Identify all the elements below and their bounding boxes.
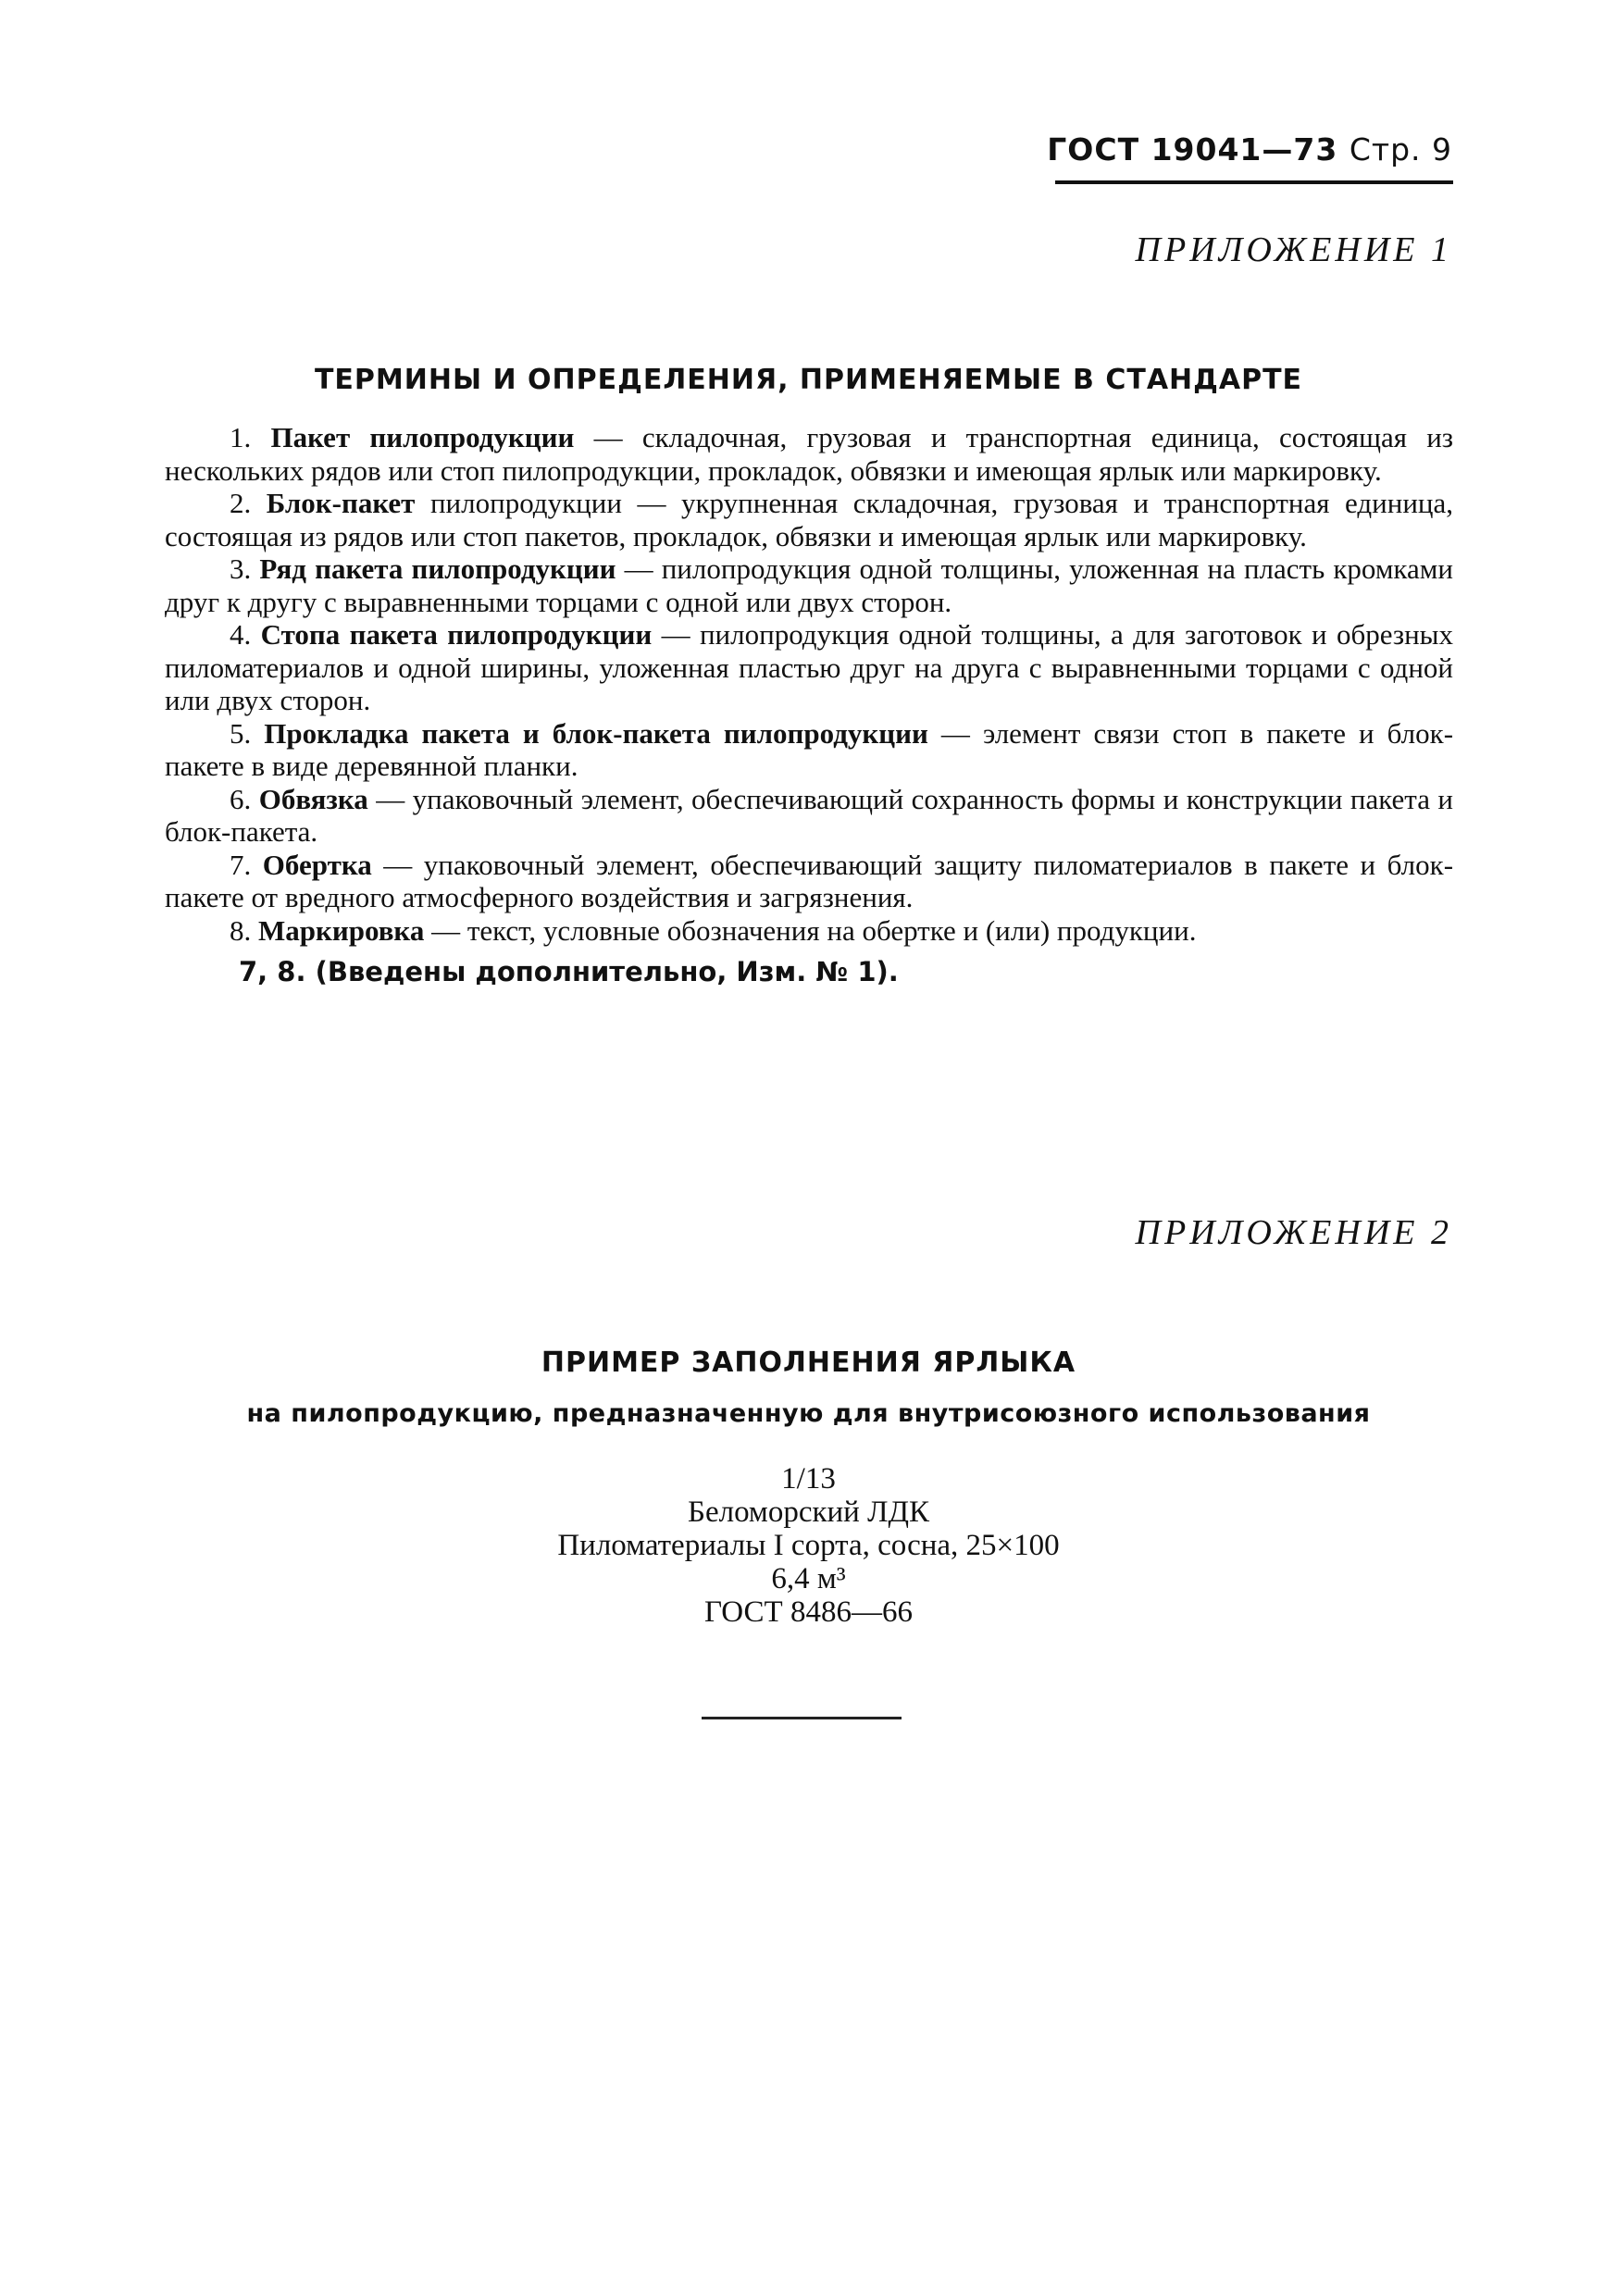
definition-item: 1. Пакет пилопродукции — складочная, грузовая и транспортная единица, состоящая из нескольких рядов или стоп пилопродукции, прокладок, обвязки и имеющая ярлык или маркировку. <box>165 421 1454 487</box>
definition-text: — пилопродукция одной толщины, уложенная на пласть кромками друг к другу с выравненными торцами с одной или двух сторон. <box>165 552 1453 618</box>
definition-term: Маркировка <box>258 913 425 947</box>
definition-term: Блок-пакет <box>266 487 416 519</box>
appendix-1-title: ТЕРМИНЫ И ОПРЕДЕЛЕНИЯ, ПРИМЕНЯЕМЫЕ В СТАНДАРТЕ <box>314 364 1303 396</box>
label-line: 6,4 м³ <box>771 1562 846 1595</box>
definition-term: Стопа пакета пилопродукции <box>260 618 653 651</box>
definition-term: Прокладка пакета и блок-пакета пилопродукции <box>264 716 928 750</box>
amendment-note: 7, 8. (Введены дополнительно, Изм. № 1). <box>239 956 899 987</box>
appendix-2-title: ПРИМЕР ЗАПОЛНЕНИЯ ЯРЛЫКА <box>541 1347 1076 1379</box>
definition-item: 6. Обвязка — упаковочный элемент, обеспечивающий сохранность формы и конструкции пакета и блок-пакета. <box>165 782 1453 848</box>
definition-text: — элемент связи стоп в пакете и блок-пакете в виде деревянной планки. <box>165 716 1454 782</box>
definition-item: 4. Стопа пакета пилопродукции — пилопродукция одной толщины, а для заготовок и обрезных пиломатериалов и одной ширины, уложенная пластью друг на друга с выравненными торцами с одной или двух сторон. <box>165 618 1454 716</box>
definition-text: пилопродукции — укрупненная складочная, грузовая и транспортная единица, состоящая из рядов или стоп пакетов, прокладок, обвязки и имеющая ярлык или маркировку. <box>165 487 1454 552</box>
definition-term: Обертка <box>262 848 372 881</box>
header-rule <box>1055 180 1453 184</box>
page-number: Стр. 9 <box>1349 131 1452 168</box>
standard-number: ГОСТ 19041—73 <box>1047 131 1338 168</box>
label-line: ГОСТ 8486—66 <box>704 1595 913 1629</box>
label-line: Беломорский ЛДК <box>688 1496 929 1529</box>
appendix-2-label: ПРИЛОЖЕНИЕ 2 <box>1135 1213 1452 1252</box>
definition-text: — текст, условные обозначения на обертке и (или) продукции. <box>431 913 1197 947</box>
appendix-2-subtitle: на пилопродукцию, предназначенную для внутрисоюзного использования <box>246 1399 1371 1428</box>
definition-text: — упаковочный элемент, обеспечивающий защиту пиломатериалов в пакете и блок-пакете от вредного атмосферного воздействия и загрязнения. <box>165 848 1454 913</box>
definition-item: 3. Ряд пакета пилопродукции — пилопродукция одной толщины, уложенная на пласть кромками друг к другу с выравненными торцами с одной или двух сторон. <box>165 552 1453 618</box>
end-rule <box>702 1717 902 1719</box>
definition-text: — пилопродукция одной толщины, а для заготовок и обрезных пиломатериалов и одной ширины, уложенная пластью друг на друга с выравненными торцами с одной или двух сторон. <box>165 618 1454 716</box>
definition-text: — упаковочный элемент, обеспечивающий сохранность формы и конструкции пакета и блок-пакета. <box>165 782 1453 848</box>
label-example <box>0 1462 1617 1629</box>
definition-text: — складочная, грузовая и транспортная единица, состоящая из нескольких рядов или стоп пилопродукции, прокладок, обвязки и имеющая ярлык или маркировку. <box>165 421 1454 487</box>
page-header <box>1047 131 1452 168</box>
definition-item: 7. Обертка — упаковочный элемент, обеспечивающий защиту пиломатериалов в пакете и блок-пакете от вредного атмосферного воздействия и загрязнения. <box>165 848 1454 913</box>
definition-term: Обвязка <box>258 782 368 815</box>
definition-item: 8. Маркировка — текст, условные обозначения на обертке и (или) продукции. <box>230 913 1197 947</box>
definition-item: 5. Прокладка пакета и блок-пакета пилопродукции — элемент связи стоп в пакете и блок-пакете в виде деревянной планки. <box>165 716 1454 782</box>
definitions-list <box>165 421 1453 989</box>
label-line: Пиломатериалы I сорта, сосна, 25×100 <box>557 1529 1060 1562</box>
appendix-1-label: ПРИЛОЖЕНИЕ 1 <box>1135 230 1452 269</box>
definition-term: Пакет пилопродукции <box>270 421 575 453</box>
label-line: 1/13 <box>781 1462 836 1496</box>
definition-term: Ряд пакета пилопродукции <box>259 552 616 585</box>
definition-item: 2. Блок-пакет пилопродукции — укрупненная складочная, грузовая и транспортная единица, состоящая из рядов или стоп пакетов, прокладок, обвязки и имеющая ярлык или маркировку. <box>165 487 1454 552</box>
